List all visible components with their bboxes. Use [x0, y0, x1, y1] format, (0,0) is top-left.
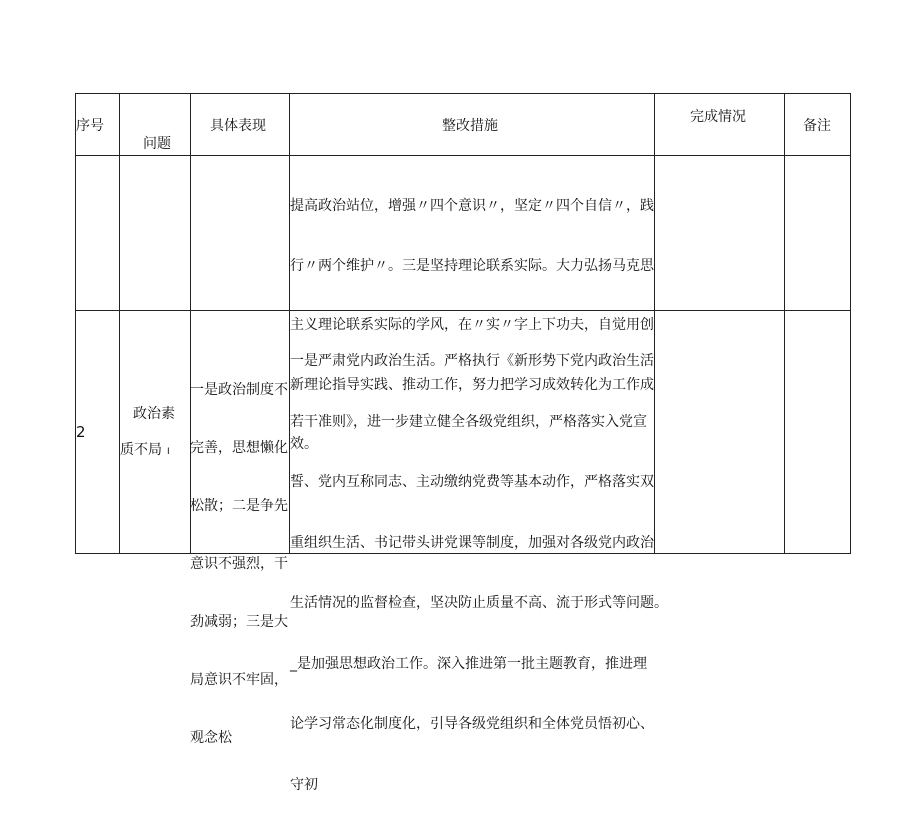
manifestation-line: 完善，思想懒化	[190, 440, 288, 456]
row2-problem-line1: 政治素	[133, 406, 175, 422]
table-border-top	[75, 93, 851, 94]
measures-line: 提高政治站位，增强〃四个意识〃，坚定〃四个自信〃，践	[290, 198, 654, 214]
manifestation-line: 意识不强烈，干	[190, 556, 288, 572]
header-seq: 序号	[76, 118, 104, 134]
table-border-left	[75, 93, 76, 554]
header-measures: 整改措施	[442, 118, 498, 134]
measures-line: 守初	[290, 776, 318, 793]
measures-line: 生活情况的监督检查，坚决防止质量不高、流于形式等问题。	[290, 595, 668, 611]
header-remarks: 备注	[803, 118, 831, 134]
manifestation-line: 劲减弱；三是大	[190, 614, 288, 630]
table-border-right	[850, 93, 851, 554]
measures-line: 若干准则》，进一步建立健全各级党组织，严格落实入党宣	[290, 413, 647, 430]
header-completion: 完成情况	[690, 109, 746, 125]
measures-line: 主义理论联系实际的学风，在〃实〃字上下功夫，自觉用创	[290, 317, 654, 333]
header-problem: 问题	[143, 136, 171, 152]
measures-line: 重组织生活、书记带头讲党课等制度，加强对各级党内政治	[290, 534, 654, 551]
measures-line: 效。	[290, 436, 318, 452]
row2-seq: 2	[76, 423, 86, 441]
measures-line: 新理论指导实践、推动工作，努力把学习成效转化为工作成	[290, 376, 654, 393]
row2-problem-line2: 质不局	[120, 442, 162, 458]
header-divider	[75, 155, 851, 156]
manifestation-line: 一是政治制度不	[190, 382, 288, 398]
measures-line: 一是严肃党内政治生活。严格执行《新形势下党内政治生活	[290, 353, 654, 369]
measures-line: 论学习常态化制度化，引导各级党组织和全体党员悟初心、	[290, 716, 654, 732]
column-divider	[119, 93, 120, 554]
rectification-table	[75, 93, 851, 793]
row2-measures-cell	[290, 322, 668, 824]
row2-problem-mark: I	[167, 447, 170, 457]
manifestation-line: 松散；二是争先	[190, 498, 288, 514]
measures-line: 行〃两个维护〃。三是坚持理论联系实际。大力弘扬马克思	[290, 257, 654, 274]
measures-line: 誓、党内互称同志、主动缴纳党费等基本动作，严格落实双	[290, 474, 654, 490]
manifestation-line: 局意识不牢固，	[190, 672, 288, 688]
row2-manifestation-cell	[190, 351, 289, 777]
column-divider	[784, 93, 785, 554]
manifestation-line: 观念松	[190, 730, 232, 746]
measures-line: _是加强思想政治工作。深入推进第一批主题教育，推进理	[290, 655, 647, 672]
header-manifestation: 具体表现	[210, 118, 266, 134]
